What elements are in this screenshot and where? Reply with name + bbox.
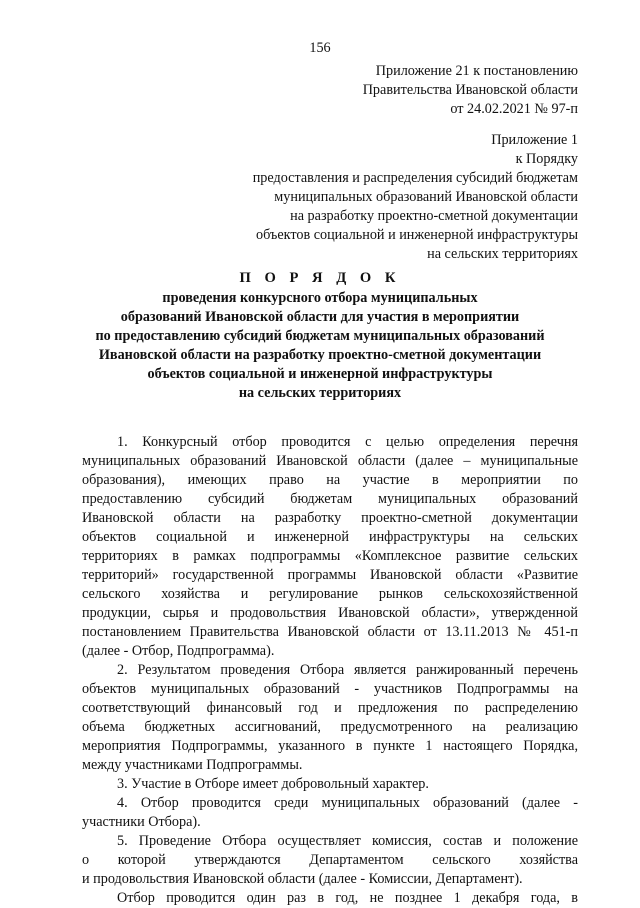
body-line: о которой утверждаются Департаментом сельского хозяйства <box>82 852 578 868</box>
appendix-21-line: от 24.02.2021 № 97-п <box>450 101 578 117</box>
appendix-1-line: Приложение 1 <box>491 132 578 148</box>
body-line: постановлением Правительства Ивановской области от 13.11.2013 № 451-п <box>82 624 578 640</box>
appendix-1-line: на сельских территориях <box>427 246 578 262</box>
body-line: территориях в рамках подпрограммы «Комплексное развитие сельских <box>82 548 578 564</box>
document-title <box>70 269 570 403</box>
body-line: 1. Конкурсный отбор проводится с целью определения перечня <box>117 434 578 450</box>
document-body <box>82 433 578 908</box>
body-line: соответствующий финансовый год и предложения по распределению <box>82 700 578 716</box>
appendix-1-line: на разработку проектно-сметной документации <box>290 208 578 224</box>
body-line: объема бюджетных ассигнований, предусмотренного на реализацию <box>82 719 578 735</box>
appendix-1-line: муниципальных образований Ивановской области <box>274 189 578 205</box>
body-line: 5. Проведение Отбора осуществляет комиссия, состав и положение <box>117 833 578 849</box>
title-line: на сельских территориях <box>238 385 402 401</box>
title-line: проведения конкурсного отбора муниципальных <box>162 290 478 306</box>
appendix-1-line: предоставления и распределения субсидий бюджетам <box>252 170 578 186</box>
body-line: 3. Участие в Отборе имеет добровольный характер. <box>117 776 429 792</box>
appendix-21-line: Правительства Ивановской области <box>362 82 578 98</box>
body-line: образования), имеющих право на участие в мероприятии по <box>82 472 578 488</box>
appendix-1-line: к Порядку <box>515 151 578 167</box>
body-line: объектов социальной и инженерной инфраструктуры на сельских <box>82 529 578 545</box>
title-line: Ивановской области на разработку проектно-сметной документации <box>98 347 542 363</box>
page-number: 156 <box>309 40 331 56</box>
title-line: по предоставлению субсидий бюджетам муниципальных образований <box>95 328 545 344</box>
body-line: участники Отбора). <box>82 814 201 830</box>
body-line: и продовольствия Ивановской области (далее - Комиссии, Департамент). <box>82 871 523 887</box>
body-line: муниципальных образований Ивановской области (далее – муниципальные <box>82 453 578 469</box>
body-line: 4. Отбор проводится среди муниципальных образований (далее - <box>117 795 578 811</box>
body-line: продукции, сырья и продовольствия Ивановской области», утвержденной <box>82 605 578 621</box>
appendix-1-header <box>253 131 578 264</box>
title-line: объектов социальной и инженерной инфраструктуры <box>147 366 493 382</box>
appendix-21-header <box>363 62 578 119</box>
body-line: объектов муниципальных образований - участников Подпрограммы на <box>82 681 578 697</box>
body-line: территорий» государственной программы Ивановской области «Развитие <box>82 567 578 583</box>
title-word: П О Р Я Д О К <box>239 270 401 286</box>
body-line: 2. Результатом проведения Отбора является ранжированный перечень <box>117 662 578 678</box>
appendix-21-line: Приложение 21 к постановлению <box>375 63 578 79</box>
body-line: предоставлению субсидий бюджетам муниципальных образований <box>82 491 578 507</box>
body-line: (далее - Отбор, Подпрограмма). <box>82 643 275 659</box>
body-line: между участниками Подпрограммы. <box>82 757 303 773</box>
title-line: образований Ивановской области для участия в мероприятии <box>120 309 520 325</box>
body-line: Отбор проводится один раз в год, не позднее 1 декабря года, в <box>117 890 578 906</box>
body-line: сельского хозяйства и регулирование рынков сельскохозяйственной <box>82 586 578 602</box>
appendix-1-line: объектов социальной и инженерной инфраструктуры <box>256 227 578 243</box>
body-line: Ивановской области на разработку проектно-сметной документации <box>82 510 578 526</box>
body-line: мероприятия Подпрограммы, указанного в пункте 1 настоящего Порядка, <box>82 738 578 754</box>
